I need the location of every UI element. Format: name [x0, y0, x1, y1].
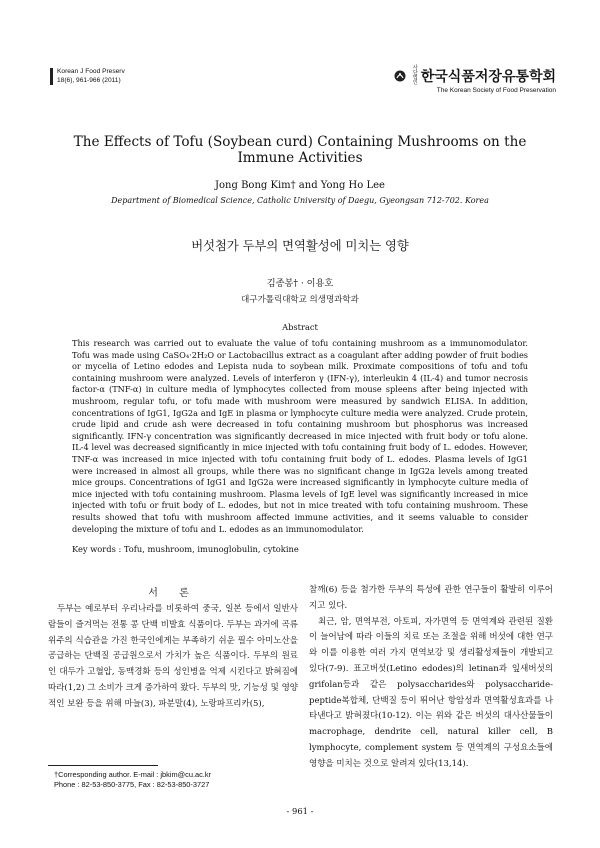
society-logo-icon — [394, 70, 406, 82]
abstract-body — [72, 338, 528, 535]
paper-authors: Jong Bong Kim† and Yong Ho Lee — [215, 180, 385, 191]
section-heading-introduction: 서 론 — [148, 588, 198, 599]
abstract-text: This research was carried out to evaluate the value of tofu containing mushroom as a immunomodulator. Tofu was made using CaSO₄·2H₂O or Lactobacillus extract as a coagulant after adding powder of fruit bodies or mycelia of Letino edodes and Lepista nuda to soybean milk. Proximate compositions of tofu and tofu containing mushroom were analyzed. Levels of interferon γ (IFN-γ), interleukin 4 (IL-4) and tumor necrosis factor-α (TNF-α) in culture media of lymphocytes collected from mouse spleens after being injected with mushroom, regular tofu, or tofu made with mushroom were measured by sandwich ELISA. In addition, concentrations of IgG1, IgG2a and IgE in plasma or lymphocyte culture media were analyzed. Crude protein, crude lipid and crude ash were decreased in tofu containing mushroom but phosphorus was increased significantly. IFN-γ concentration was significantly decreased in mice injected with fruit body or tofu alone. IL-4 level was decreased significantly in mice injected with tofu containing fruit body of L. edodes. However, TNF-α was increased in mice injected with tofu containing fruit body of L. edodes. Plasma levels of IgG1 were increased in almost all groups, while there was no significant change in IgG2a levels among treated mice groups. Concentrations of IgG1 and IgG2a were increased significantly in lymphocyte culture media of mice injected with tofu containing mushroom. Plasma levels of IgE level was significantly increased in mice injected with tofu or fruit body of L. edodes, but not in mice treated with tofu containing mushroom. These results showed that tofu with mushroom affected immune activities, and it seems valuable to consider developing the mixture of tofu and L. edodes as an immunomodulator. — [72, 338, 528, 534]
paper-title — [0, 134, 600, 166]
society-english-name: The Korean Society of Food Preservation — [436, 87, 556, 94]
footnote-phone: Phone : 82-53-850-3775, Fax : 82-53-850-3727 — [54, 780, 210, 789]
intro-left-column — [48, 602, 298, 713]
korean-authors: 김종봉† · 이용호 — [266, 278, 334, 289]
journal-citation-block — [50, 68, 125, 85]
page-number: - 961 - — [286, 806, 314, 816]
keywords: Key words : Tofu, mushroom, imunoglobulin, cytokine — [72, 544, 299, 554]
intro-paragraph-1-continued: 참깨(6) 등을 첨가한 두부의 특성에 관한 연구들이 활발히 이루어지고 있다. — [309, 585, 553, 611]
paper-title-line1: The Effects of Tofu (Soybean curd) Containing Mushrooms on the — [73, 134, 527, 150]
footnote-divider — [48, 765, 158, 766]
intro-right-column — [309, 583, 553, 773]
society-tiny-mark: 사단법인 — [412, 65, 418, 86]
paper-title-line2: Immune Activities — [237, 150, 363, 166]
korean-affiliation: 대구가톨릭대학교 의생명과학과 — [241, 295, 359, 305]
abstract-heading: Abstract — [282, 322, 318, 332]
journal-citation: 18(6), 961-966 (2011) — [57, 76, 121, 84]
journal-name: Korean J Food Preserv — [57, 68, 125, 75]
society-korean-name: 한국식품저장유통학회 — [420, 68, 556, 84]
footnote-email: †Corresponding author. E-mail : jbkim@cu.ac.kr — [54, 770, 212, 779]
corresponding-author-footnote — [54, 770, 211, 790]
intro-paragraph-2: 최근, 암, 면역부전, 아토피, 자가면역 등 면역계와 관련된 질환이 늘어남에 따라 이들의 치료 또는 조절을 위해 버섯에 대한 연구와 이를 이용한 여러 가지 면역보강 및 생리활성제들이 개발되고 있다(7-9). 표고버섯(Letino edodes)의 letinan과 잎새버섯의 grifolan등과 같은 polysaccharides와 polysaccharide-peptide복합체, 단백질 등이 뛰어난 항암성과 면역활성효과를 나타낸다고 밝혀졌다(10-12). 이는 위와 같은 버섯의 대사산물들이 macrophage, dendrite cell, natural killer cell, B lymphocyte, complement system 등 면역계의 구성요소들에 영향을 미치는 것으로 알려져 있다(13,14). — [309, 616, 553, 769]
society-header — [394, 66, 556, 94]
intro-paragraph-1: 두부는 예로부터 우리나라를 비롯하여 중국, 일본 등에서 일반사람들이 즐겨먹는 전통 콩 단백 비발효 식품이다. 두부는 과거에 곡류 위주의 식습관을 가진 한국인에게는 부족하기 쉬운 필수 아미노산을 공급하는 단백질 공급원으로서 가치가 높은 식품이다. 두부의 원료인 대두가 고혈압, 동맥경화 등의 성인병을 억제 시킨다고 밝혀짐에 따라(1,2) 그 소비가 크게 증가하여 왔다. 두부의 맛, 기능성 및 영양적인 보완 등을 위해 마늘(3), 파분말(4), 노랑파프리카(5), — [48, 604, 298, 709]
korean-title: 버섯첨가 두부의 면역활성에 미치는 영향 — [191, 239, 409, 253]
paper-affiliation: Department of Biomedical Science, Catholic University of Daegu, Gyeongsan 712-702. Korea — [111, 196, 489, 205]
